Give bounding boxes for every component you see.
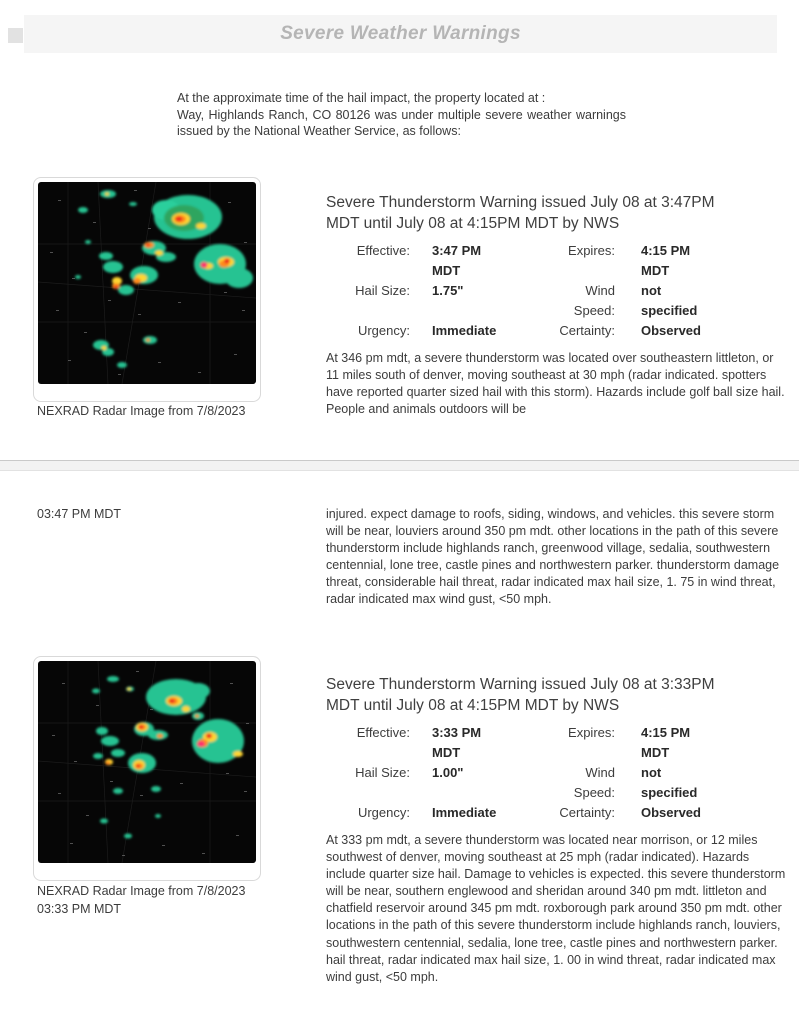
field-value: 4:15 PM MDT xyxy=(641,243,691,278)
warning-1-heading-line-2: MDT until July 08 at 4:15PM MDT by NWS xyxy=(326,214,620,232)
field-label: Effective: xyxy=(356,725,410,740)
field-value: 3:33 PM MDT xyxy=(432,725,482,760)
field-label: Expires: xyxy=(568,725,615,740)
nexrad-radar-image-2 xyxy=(38,661,256,863)
radar-image-card-2 xyxy=(33,656,261,881)
nexrad-radar-image-1 xyxy=(38,182,256,384)
warning-2-body-text: At 333 pm mdt, a severe thunderstorm was located near morrison, or 12 miles southwest of denver, moving southeast at 25 mph (radar indicated). Hazards include quarter size hail. Damage to vehicles is expected. this severe thunderstorm will be near, southern englewood and sheridan around 340 pm mdt. littleton and chatfield reservoir around 345 pm mdt. roxborough park around 350 pm mdt. other locations in the path of this severe thunderstorm include highlands ranch, louviers, southwestern centennial, sedalia, lone tree, castle pines and northwestern parker. hail threat, radar indicated max hail size, 1. 00 in wind threat, radar indicated max wind gust, <50 mph. xyxy=(326,833,786,984)
field-value: Immediate xyxy=(432,323,497,338)
field-value: Observed xyxy=(641,323,701,338)
warning-2-section xyxy=(326,675,788,986)
field-value: Immediate xyxy=(432,805,497,820)
corner-badge xyxy=(8,28,23,43)
field-value: not specified xyxy=(641,765,698,800)
intro-line-3: issued by the National Weather Service, as follows: xyxy=(177,124,461,139)
warning-1-body-continued: injured. expect damage to roofs, siding, windows, and vehicles. this severe storm will be near, louviers around 350 pm mdt. other locations in the path of this severe thunderstorm include highlands ranch, greenwood village, sedalia, southwestern centennial, lone tree, castle pines and northwestern parker. thunderstorm damage threat, considerable hail threat, radar indicated max hail size, 1. 75 in wind threat, radar indicated max wind gust, <50 mph. xyxy=(326,507,780,607)
field-label: Expires: xyxy=(568,243,615,258)
field-label: Hail Size: xyxy=(355,765,410,780)
field-label: Urgency: xyxy=(357,805,410,820)
intro-line-2: Way, Highlands Ranch, CO 80126 was under multiple severe weather warnings xyxy=(177,107,626,122)
field-label: Urgency: xyxy=(357,323,410,338)
page-break-divider xyxy=(0,460,799,471)
radar-time-2: 03:33 PM MDT xyxy=(37,902,122,916)
field-label: Certainty: xyxy=(559,805,615,820)
page-title: Severe Weather Warnings xyxy=(280,23,521,44)
warning-1-details-table xyxy=(326,241,788,341)
warning-2-heading-line-1: Severe Thunderstorm Warning issued July 08 at 3:33PM xyxy=(326,676,715,693)
field-label: Effective: xyxy=(356,243,410,258)
field-value: not specified xyxy=(641,283,698,318)
warning-2-heading-line-2: MDT until July 08 at 4:15PM MDT by NWS xyxy=(326,696,620,714)
field-label: Wind Speed: xyxy=(573,283,615,318)
field-label: Wind Speed: xyxy=(573,765,615,800)
warning-2-heading xyxy=(326,675,788,716)
warning-1-heading-line-1: Severe Thunderstorm Warning issued July 08 at 3:47PM xyxy=(326,194,715,211)
field-label: Certainty: xyxy=(559,323,615,338)
field-label: Hail Size: xyxy=(355,283,410,298)
radar-time-1: 03:47 PM MDT xyxy=(37,507,122,521)
radar-image-card-1 xyxy=(33,177,261,402)
radar-caption-2: NEXRAD Radar Image from 7/8/2023 xyxy=(37,884,246,898)
intro-paragraph xyxy=(177,90,626,140)
field-value: 1.75" xyxy=(432,283,464,298)
warning-1-heading xyxy=(326,193,788,234)
title-banner xyxy=(24,15,777,53)
field-value: 1.00" xyxy=(432,765,464,780)
radar-caption-1: NEXRAD Radar Image from 7/8/2023 xyxy=(37,404,246,418)
field-value: 3:47 PM MDT xyxy=(432,243,482,278)
field-value: Observed xyxy=(641,805,701,820)
field-value: 4:15 PM MDT xyxy=(641,725,691,760)
warning-1-body-text: At 346 pm mdt, a severe thunderstorm was located over southeastern littleton, or 11 miles south of denver, moving southeast at 30 mph (radar indicated. spotters have reported quarter sized hail with this storm). Hazards include golf ball size hail. People and animals outdoors will be xyxy=(326,351,785,417)
intro-line-1: At the approximate time of the hail impact, the property located at : xyxy=(177,91,546,105)
warning-2-details-table xyxy=(326,723,788,823)
warning-1-section xyxy=(326,193,788,418)
